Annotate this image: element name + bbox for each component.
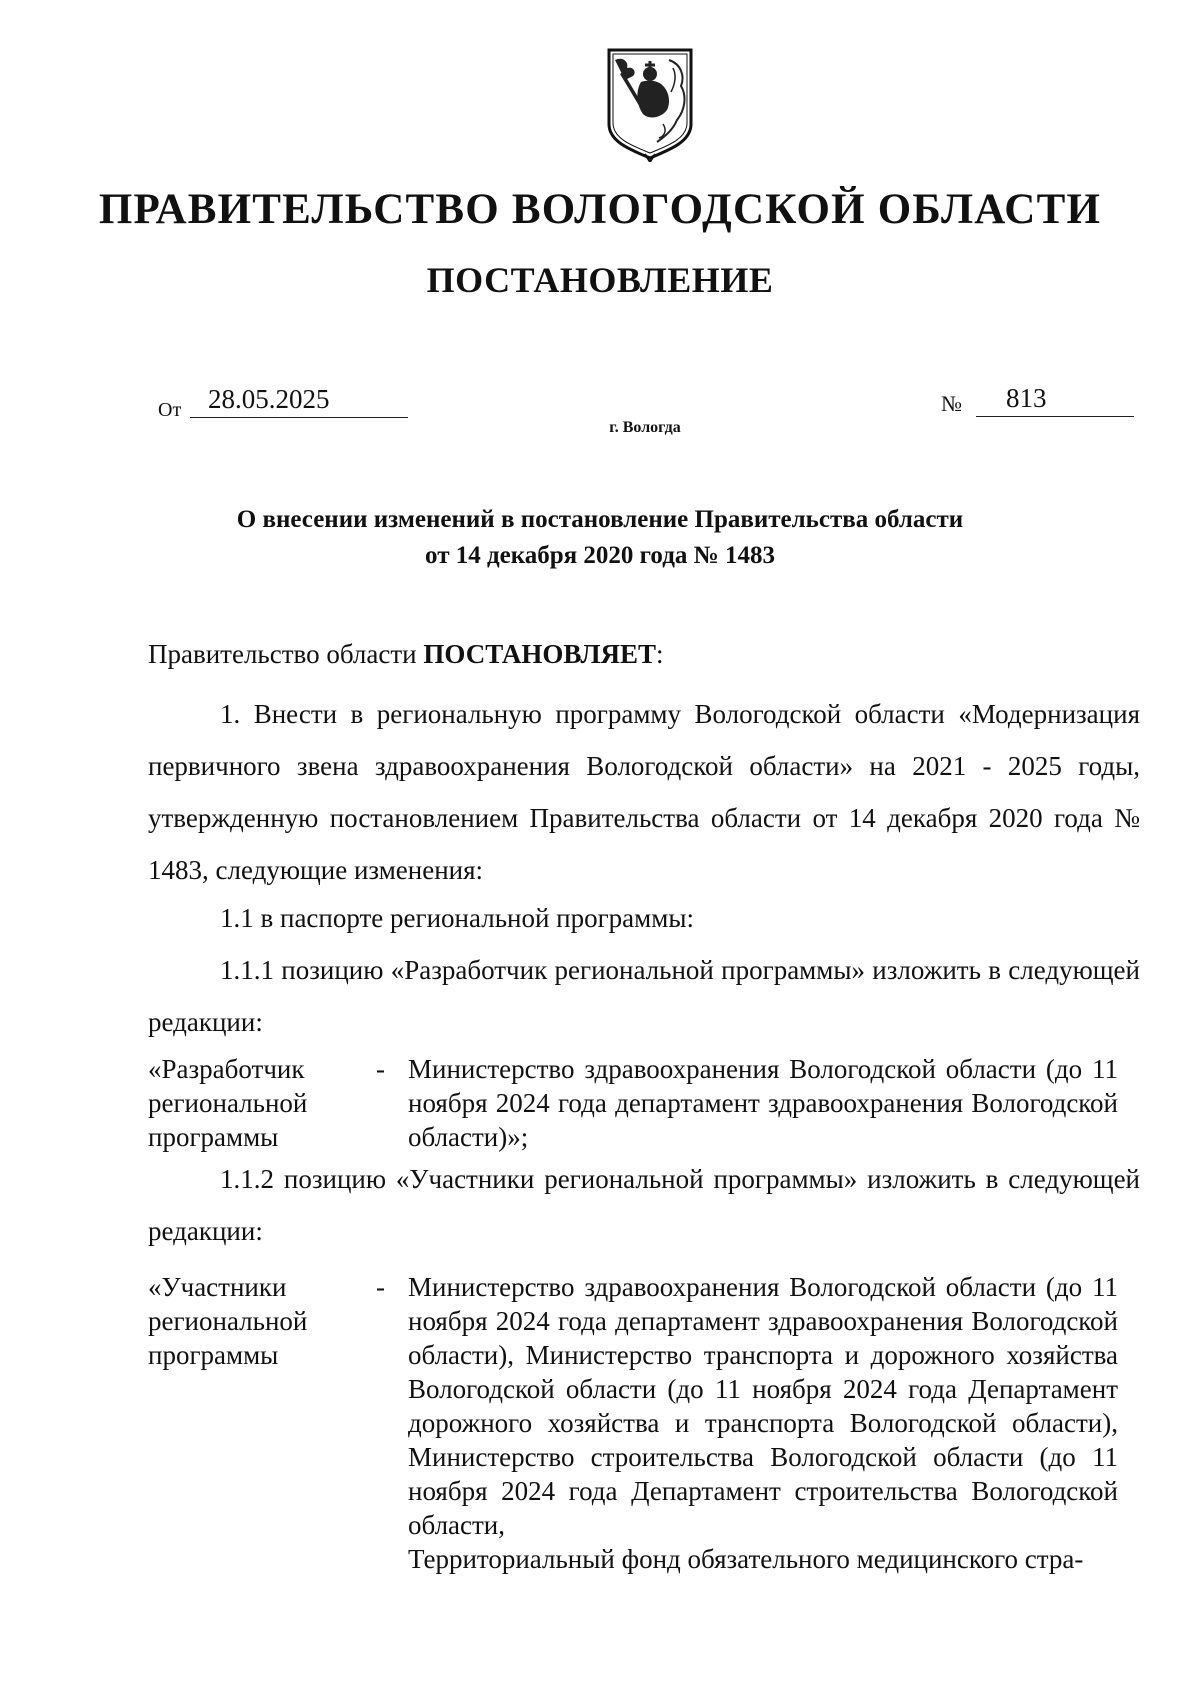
date-prefix: От [158, 399, 182, 421]
document-number: 813 [976, 382, 1134, 417]
paragraph-1-text: 1. Внести в региональную программу Вологодской области «Модернизация первичного звена здравоохранения Вологодской области» на 2021 - 2025 годы, утвержденную постановлением Правительства области от 14 декабря 2020 года № 1483, следующие изменения: [148, 699, 1140, 885]
document-subject [150, 502, 1050, 574]
subject-line-1: О внесении изменений в постановление Правительства области [236, 506, 964, 533]
developer-dash: - [376, 1054, 385, 1084]
paragraph-1-1: 1.1 в паспорте региональной программы: [220, 903, 694, 933]
document-type: ПОСТАНОВЛЕНИЕ [426, 260, 774, 300]
paragraph-1-1-1 [148, 944, 1140, 1048]
paragraph-1-1-2 [148, 1153, 1140, 1257]
preamble-text: Правительство области [148, 639, 417, 669]
paragraph-1-1-2-text: 1.1.2 позицию «Участники региональной программы» изложить в следующей редакции: [148, 1164, 1140, 1246]
participants-text-last: Территориальный фонд обязательного медицинского стра- [408, 1544, 1084, 1574]
number-prefix: № [941, 391, 962, 416]
city: г. Вологда [609, 419, 681, 436]
paragraph-1-1-1-text: 1.1.1 позицию «Разработчик региональной программы» изложить в следующей редакции: [148, 955, 1140, 1037]
participants-text [408, 1270, 1118, 1576]
preamble [148, 628, 664, 680]
document-date: 28.05.2025 [190, 383, 408, 418]
developer-label: «Разработчик региональной программы [148, 1054, 308, 1152]
subject-line-2: от 14 декабря 2020 года № 1483 [425, 542, 775, 569]
preamble-suffix: : [655, 639, 664, 669]
government-title: ПРАВИТЕЛЬСТВО ВОЛОГОДСКОЙ ОБЛАСТИ [98, 186, 1102, 233]
vologda-coat-of-arms-icon [603, 46, 697, 162]
developer-text: Министерство здравоохранения Вологодской области (до 11 ноября 2024 года департамент здравоохранения Вологодской области)»; [408, 1054, 1118, 1152]
paragraph-1 [148, 688, 1140, 896]
preamble-emphasis: ПОСТАНОВЛЯЕТ [423, 639, 656, 669]
participants-text-main: Министерство здравоохранения Вологодской области (до 11 ноября 2024 года департамент здравоохранения Вологодской области), Министерство транспорта и дорожного хозяйства Вологодской области (до 11 ноября 2024 года Департамент дорожного хозяйства и транспорта Вологодской области), Министерство строительства Вологодской области (до 11 ноября 2024 года Департамент строительства Вологодской области, [408, 1272, 1118, 1540]
participants-label: «Участники региональной программы [148, 1272, 308, 1370]
participants-dash: - [376, 1272, 385, 1302]
